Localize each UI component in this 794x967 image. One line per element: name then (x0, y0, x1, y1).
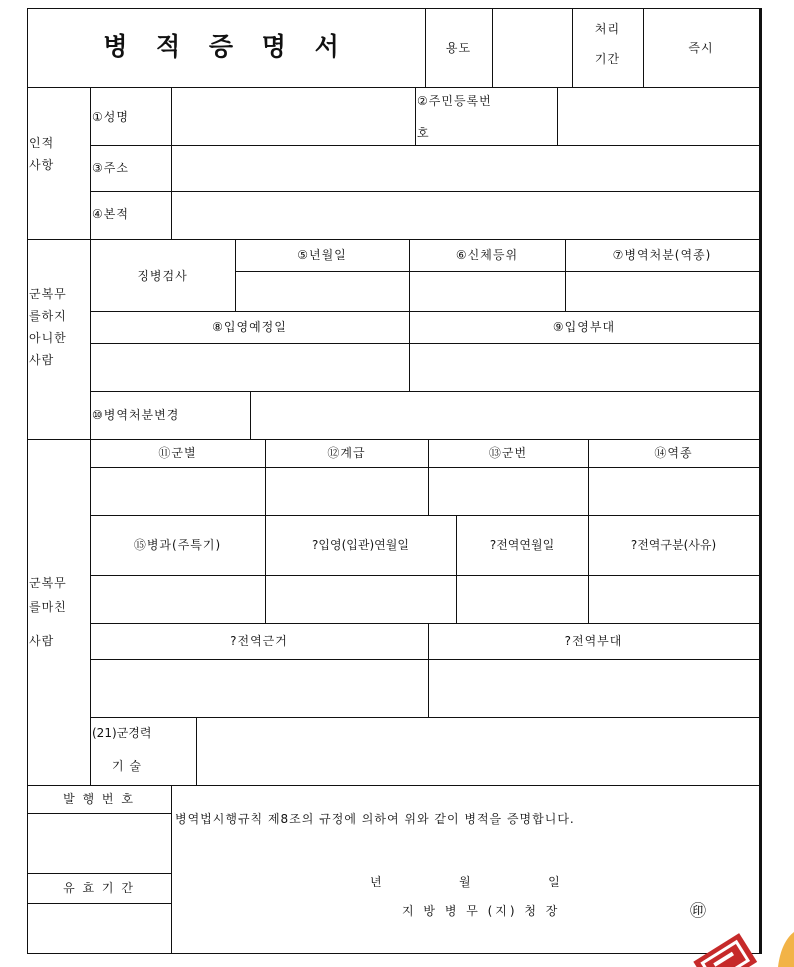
enlistment-date-label: ?입영(입관)연월일 (312, 538, 409, 552)
not-served-section-label-2: 를하지 (29, 309, 67, 323)
service-category-label: ⑭역종 (654, 446, 693, 460)
disposition-change-label: ⑩병역처분변경 (92, 408, 180, 422)
use-label: 용도 (445, 41, 472, 55)
resident-number-label-2: 호 (417, 126, 430, 140)
personal-section-label: 인적 (29, 136, 55, 150)
military-branch-label: ⑪군별 (158, 446, 197, 460)
served-section-label: 군복무 (29, 576, 67, 590)
processing-period-label-2: 기간 (594, 52, 621, 66)
issue-number-label: 발 행 번 호 (63, 792, 135, 806)
processing-period-label: 처리 (594, 22, 621, 36)
address-label: ③주소 (92, 161, 129, 175)
discharge-type-label: ?전역구분(사유) (630, 538, 717, 552)
exam-date-label: ⑤년월일 (297, 248, 347, 262)
enlistment-unit-label: ⑨입영부대 (552, 320, 616, 334)
corner-stamp-icon (690, 930, 794, 967)
military-career-label-2: 기 술 (112, 759, 142, 773)
certification-statement: 병역법시행규칙 제8조의 규정에 의하여 위와 같이 병적을 증명합니다. (175, 812, 575, 826)
processing-period-value: 즉시 (688, 41, 714, 55)
discharge-unit-label: ?전역부대 (564, 634, 623, 648)
page-title: 병 적 증 명 서 (103, 32, 349, 61)
not-served-section-label-4: 사람 (29, 353, 55, 367)
issue-date-line: 년 월 일 (370, 875, 566, 889)
service-number-label: ⑬군번 (488, 446, 528, 460)
physical-grade-label: ⑥신체등위 (455, 248, 519, 262)
not-served-section-label-3: 아니한 (29, 331, 67, 345)
conscription-exam-label: 징병검사 (137, 269, 188, 283)
discharge-date-label: ?전역연월일 (489, 538, 555, 552)
discharge-basis-label: ?전역근거 (230, 634, 288, 648)
planned-enlistment-date-label: ⑧입영예정일 (212, 320, 287, 334)
personal-section-label-2: 사항 (29, 158, 55, 172)
seal-mark: ㊞ (690, 901, 708, 920)
name-label: ①성명 (92, 110, 129, 124)
service-disposition-label: ⑦병역처분(역종) (612, 248, 712, 262)
served-section-label-2: 를마친 (29, 600, 67, 614)
validity-period-label: 유 효 기 간 (63, 881, 135, 895)
issuer-title: 지 방 병 무 (지) 청 장 (402, 904, 561, 918)
specialty-label: ⑮병과(주특기) (133, 538, 222, 552)
resident-number-label: ②주민등록번 (417, 94, 492, 108)
domicile-label: ④본적 (92, 207, 129, 221)
served-section-label-3: 사람 (29, 634, 55, 648)
military-career-label: (21)군경력 (92, 726, 152, 740)
not-served-section-label: 군복무 (29, 287, 67, 301)
rank-label: ⑫계급 (327, 446, 366, 460)
